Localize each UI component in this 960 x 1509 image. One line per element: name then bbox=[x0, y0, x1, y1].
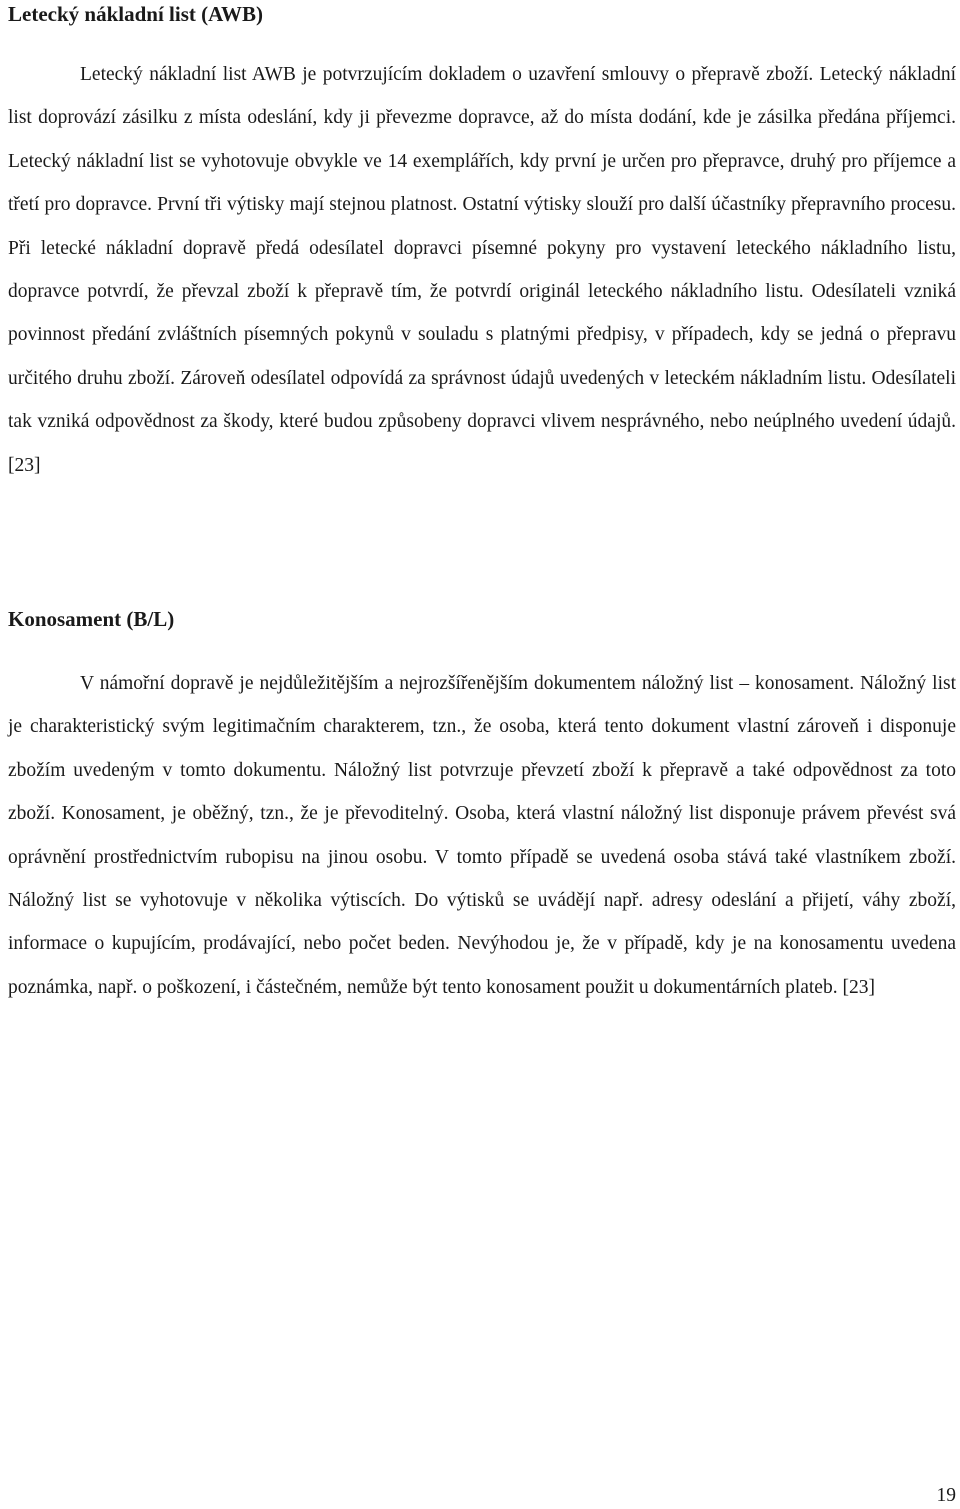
page-number: 19 bbox=[936, 1485, 956, 1506]
section-heading-awb: Letecký nákladní list (AWB) bbox=[8, 2, 263, 26]
paragraph-awb: Letecký nákladní list AWB je potvrzujícím dokladem o uzavření smlouvy o přepravě zboží. Letecký nákladní list doprovází zásilku z místa odeslání, kdy ji převezme dopravce, až do místa dodání, kde je zásilka předána příjemci. Letecký nákladní list se vyhotovuje obvykle ve 14 exemplářích, kdy první je určen pro přepravce, druhý pro příjemce a třetí pro dopravce. První tři výtisky mají stejnou platnost. Ostatní výtisky slouží pro další účastníky přepravního procesu. Při letecké nákladní dopravě předá odesílatel dopravci písemné pokyny pro vystavení leteckého nákladního listu, dopravce potvrdí, že převzal zboží k přepravě tím, že potvrdí originál leteckého nákladního listu. Odesílateli vzniká povinnost předání zvláštních písemných pokynů v souladu s platnými předpisy, v případech, kdy se jedná o přepravu určitého druhu zboží. Zároveň odesílatel odpovídá za správnost údajů uvedených v leteckém nákladním listu. Odesílateli tak vzniká odpovědnost za škody, které budou způsobeny dopravci vlivem nesprávného, nebo neúplného uvedení údajů. [23] bbox=[8, 64, 956, 476]
paragraph-bill-of-lading: V námořní dopravě je nejdůležitějším a nejrozšířenějším dokumentem náložný list – konosament. Náložný list je charakteristický svým legitimačním charakterem, tzn., že osoba, která tento dokument vlastní zároveň i disponuje zbožím uvedeným v tomto dokumentu. Náložný list potvrzuje převzetí zboží k přepravě a také odpovědnost za toto zboží. Konosament, je oběžný, tzn., že je převoditelný. Osoba, která vlastní náložný list disponuje právem převést svá oprávnění prostřednictvím rubopisu na jinou osobu. V tomto případě se uvedená osoba stává také vlastníkem zboží. Náložný list se vyhotovuje v několika výtiscích. Do výtisků se uvádějí např. adresy odeslání a přijetí, váhy zboží, informace o kupujícím, prodávající, nebo počet beden. Nevýhodou je, že v případě, kdy je na konosamentu uvedena poznámka, např. o poškození, i částečném, nemůže být tento konosament použit u dokumentárních plateb. [23] bbox=[8, 673, 956, 998]
section-heading-bill-of-lading: Konosament (B/L) bbox=[8, 607, 175, 631]
